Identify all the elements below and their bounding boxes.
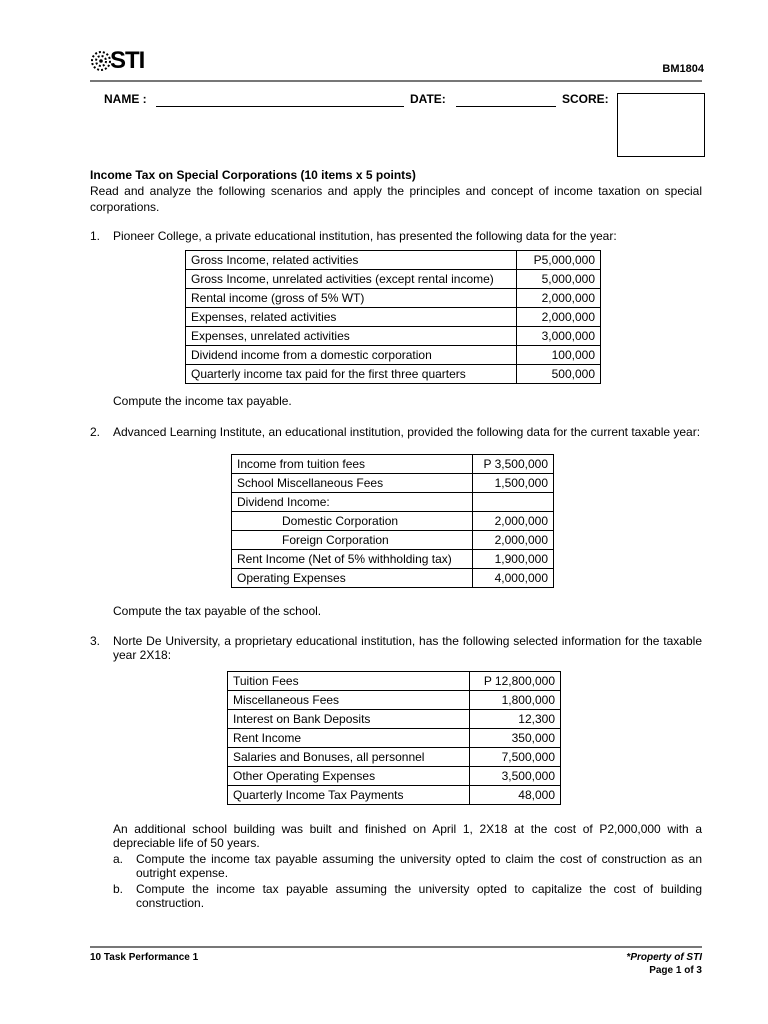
- header-divider: [90, 80, 702, 82]
- question-text: Advanced Learning Institute, an educational institution, provided the following data for the current taxable year:: [113, 425, 701, 439]
- row-label: Income from tuition fees: [232, 455, 473, 474]
- part-label: b.: [113, 882, 124, 896]
- logo-text: STI: [110, 47, 145, 74]
- row-label: Foreign Corporation: [232, 531, 473, 550]
- table-row: [186, 308, 601, 327]
- row-value: 3,500,000: [470, 767, 561, 786]
- row-value: 2,000,000: [473, 512, 554, 531]
- score-label: SCORE:: [562, 92, 609, 106]
- table-row: [232, 512, 554, 531]
- q3-part-a: [113, 852, 702, 880]
- q1-task: Compute the income tax payable.: [113, 394, 292, 408]
- footer-page-number: Page 1 of 3: [649, 965, 702, 976]
- question-text: Pioneer College, a private educational institution, has presented the following data for the year:: [113, 229, 617, 243]
- score-box[interactable]: [617, 93, 705, 157]
- table-row: [186, 327, 601, 346]
- row-label: Interest on Bank Deposits: [228, 710, 470, 729]
- table-row: [232, 493, 554, 512]
- table-row: [232, 531, 554, 550]
- row-label: Gross Income, unrelated activities (except rental income): [186, 270, 517, 289]
- question-3: [90, 634, 702, 664]
- row-value: P 3,500,000: [473, 455, 554, 474]
- table-row: [232, 455, 554, 474]
- name-label: NAME :: [104, 92, 147, 106]
- row-label: Rent Income (Net of 5% withholding tax): [232, 550, 473, 569]
- row-value: 500,000: [517, 365, 601, 384]
- section-title: Income Tax on Special Corporations (10 items x 5 points): [90, 168, 416, 182]
- course-code: BM1804: [662, 63, 704, 75]
- part-label: a.: [113, 852, 124, 866]
- footer-doc-title: 10 Task Performance 1: [90, 952, 199, 963]
- q2-table: [231, 454, 554, 588]
- row-label: Dividend income from a domestic corporation: [186, 346, 517, 365]
- row-value: 2,000,000: [473, 531, 554, 550]
- table-row: [228, 748, 561, 767]
- question-1: [90, 229, 702, 245]
- table-row: [186, 251, 601, 270]
- row-value: 3,000,000: [517, 327, 601, 346]
- row-value: [473, 493, 554, 512]
- row-value: 1,800,000: [470, 691, 561, 710]
- row-label: School Miscellaneous Fees: [232, 474, 473, 493]
- table-row: [186, 270, 601, 289]
- row-label: Salaries and Bonuses, all personnel: [228, 748, 470, 767]
- name-field[interactable]: [156, 106, 404, 107]
- row-value: 1,900,000: [473, 550, 554, 569]
- table-row: [232, 474, 554, 493]
- row-value: P 12,800,000: [470, 672, 561, 691]
- sti-logo: [90, 46, 160, 76]
- table-row: [228, 691, 561, 710]
- row-label: Tuition Fees: [228, 672, 470, 691]
- table-row: [186, 289, 601, 308]
- row-value: 7,500,000: [470, 748, 561, 767]
- row-value: 350,000: [470, 729, 561, 748]
- row-value: P5,000,000: [517, 251, 601, 270]
- question-number: 3.: [90, 634, 101, 648]
- row-label: Operating Expenses: [232, 569, 473, 588]
- row-label: Quarterly Income Tax Payments: [228, 786, 470, 805]
- table-row: [228, 786, 561, 805]
- row-value: 48,000: [470, 786, 561, 805]
- table-row: [232, 569, 554, 588]
- part-text: Compute the income tax payable assuming the university opted to claim the cost of construction as an outright expense.: [136, 852, 702, 880]
- date-label: DATE:: [410, 92, 446, 106]
- row-value: 4,000,000: [473, 569, 554, 588]
- row-label: Other Operating Expenses: [228, 767, 470, 786]
- row-label: Dividend Income:: [232, 493, 473, 512]
- row-value: 100,000: [517, 346, 601, 365]
- table-row: [228, 767, 561, 786]
- q3-note: An additional school building was built and finished on April 1, 2X18 at the cost of P2,000,000 with a depreciable life of 50 years.: [113, 822, 702, 850]
- row-label: Expenses, unrelated activities: [186, 327, 517, 346]
- row-label: Rental income (gross of 5% WT): [186, 289, 517, 308]
- row-value: 12,300: [470, 710, 561, 729]
- row-value: 2,000,000: [517, 289, 601, 308]
- row-label: Miscellaneous Fees: [228, 691, 470, 710]
- instructions: Read and analyze the following scenarios and apply the principles and concept of income taxation on special corporations.: [90, 184, 702, 214]
- q3-part-b: [113, 882, 702, 910]
- q3-table: [227, 671, 561, 805]
- table-row: [228, 729, 561, 748]
- part-text: Compute the income tax payable assuming the university opted to capitalize the cost of building construction.: [136, 882, 702, 910]
- row-label: Expenses, related activities: [186, 308, 517, 327]
- q1-table: [185, 250, 601, 384]
- table-row: [186, 346, 601, 365]
- row-value: 1,500,000: [473, 474, 554, 493]
- table-row: [228, 672, 561, 691]
- question-number: 2.: [90, 425, 101, 439]
- name-row: [104, 92, 624, 112]
- question-text: Norte De University, a proprietary educational institution, has the following selected information for the taxable year 2X18:: [113, 634, 702, 662]
- footer-property: *Property of STI: [626, 952, 702, 963]
- table-row: [232, 550, 554, 569]
- row-value: 5,000,000: [517, 270, 601, 289]
- globe-icon: [90, 48, 112, 76]
- row-label: Gross Income, related activities: [186, 251, 517, 270]
- question-2: [90, 425, 702, 455]
- table-row: [186, 365, 601, 384]
- q2-task: Compute the tax payable of the school.: [113, 604, 322, 618]
- row-label: Rent Income: [228, 729, 470, 748]
- date-field[interactable]: [456, 106, 556, 107]
- question-number: 1.: [90, 229, 101, 243]
- table-row: [228, 710, 561, 729]
- row-label: Domestic Corporation: [232, 512, 473, 531]
- footer-divider: [90, 946, 702, 948]
- row-value: 2,000,000: [517, 308, 601, 327]
- row-label: Quarterly income tax paid for the first three quarters: [186, 365, 517, 384]
